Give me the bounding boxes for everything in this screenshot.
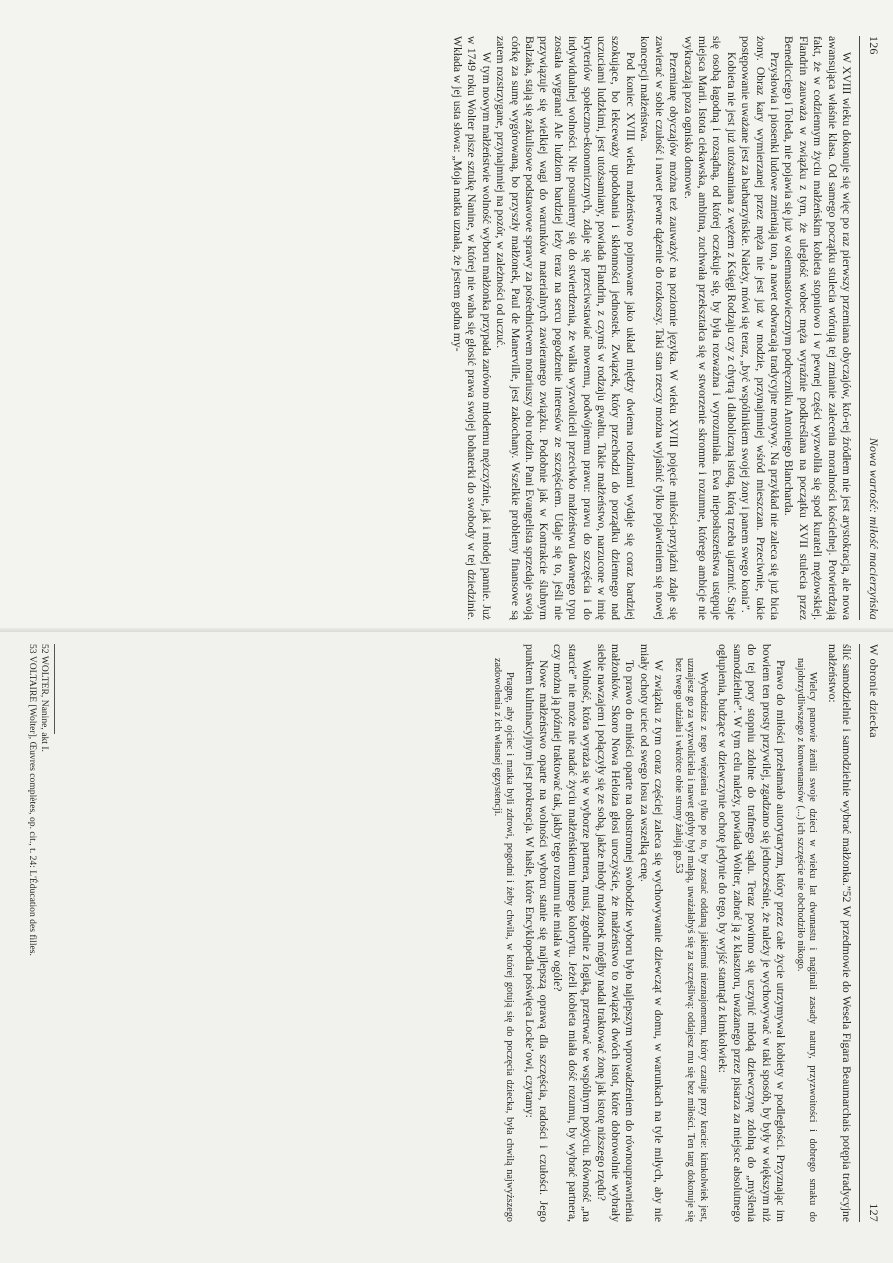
paragraph: To prawo do miłości oparte na obustronnej swobodzie wyboru było najlepszym wprowadzeniem do równouprawnienia małżonków. Skoro Nowa Heloiza głosi uroczyście, że małżeństwo to związek dwóch istot, które dobrowolnie wybrały siebie nawzajem i połączyły się ze sobą, jakże młody małżonek mógłby nadal traktować żonę jak istotę niższego rzędu?: [594, 644, 637, 1222]
footnote: 52 WOLTER, Nanine, akt I.: [39, 644, 50, 752]
block-quote: Pragnę, aby ojciec i matka byli zdrowi, pogodni i żeby chwila, w której gotują się do poczęcia dziecka, była chwilą najwyższego zadowolenia z ich własnej egzystencji.: [491, 658, 516, 1222]
right-page-number: 127: [867, 1203, 881, 1222]
footnotes: [26, 644, 50, 1222]
paragraph: Przysłowia i piosenki ludowe zmieniają ton, a nawet odwracają tradycyjne motywy. Na przykład nie zaleca się już bicia żony. Obraz kary wymierzanej przez męża nie jest już w modzie, przynajmniej wśród mieszczan. Przeciwnie, takie postępowanie uważane jest za barbarzyńskie. Należy, mówi się teraz, „być wspólnikiem swojej żony i panem swego konia”.: [739, 36, 781, 620]
left-page-number: 126: [867, 36, 881, 55]
block-quote: Wychodzisz z tego więzienia tylko po to, by zostać oddaną jakiemuś nieznajomemu, który czatuje przy kracie: kimkolwiek jest, uznajesz go za wyzwoliciela i nawet gdyby był małpą, uważałabyś się za szczęśliwą: oddajesz mu się bez miłości. Ten targ dokonuje się bez twego udziału i wkrótce obie strony żałują go.53: [672, 658, 709, 1222]
right-header-rule: [859, 644, 860, 1222]
footnote: 53 VOLTAIRE [Wolter], Œuvres complètes, op. cit., t. 24: L'Éducation des filles.: [27, 644, 38, 956]
paragraph: Prawo do miłości przełamało autorytaryzm, który przez całe życie utrzymywał kobiety w podległości. Przyznając im bowiem ten prosty przywilej, zgadzano się jednocześnie, że należy je wychowywać w taki sposób, by były w większym niż do tej pory stopniu zdolne do trafnego sądu. Teraz powinno się uczynić młodą dziewczynę zdolną do „myślenia samodzielnie”. W tym celu należy, powiada Wolter, zabrać ją z klasztoru, uważanego przez pisarza za miejsce absolutnego ogłupienia, budzące w dziewczynie ochotę jedynie do tego, by wyjść stamtąd z kimkolwiek:: [716, 644, 787, 1222]
footnote-rule: [54, 644, 55, 734]
paragraph: Pod koniec XVIII wieku małżeństwo pojmowane jako układ między dwiema rodzinami wydaje się coraz bardziej szokujące, bo lekceważy upodobania i skłonności jednostek. Związek, który przechodzi do porządku dziennego nad uczuciami ludzkimi, jest utożsamiany, powiada Flandrin, z czymś w rodzaju gwałtu. Takie małżeństwo, narzucone w imię kryteriów społeczno-ekonomicznych, zdaje się przeciwstawiać nowemu, podwójnemu prawu: prawu do szczęścia i do indywidualnej wolności. Nie posuniemy się do stwierdzenia, że walka wyzwolicieli przeciwko małżeństwu dawnego typu została wygrana! Ale ludziom bardziej leży teraz na sercu pogodzenie interesów ze szczęściem. Udaje się to, jeśli nie przywiązuje się wielkiej wagi do warunków materialnych zawieranego związku. Podobnie jak w Kontrakcie ślubnym Balzaka, stają się zakulisowe podstawowe sprawy za pośrednictwem notariuszy obu rodzin. Pani Evangelista sprzedaje swoją córkę za sumę wygórowaną, bo przyszły małżonek, Paul de Manerville, jest zakochany. Wszelkie problemy finansowe są zatem rozstrzygane, przynajmniej na pozór, w zależności od uczuć.: [494, 36, 637, 620]
left-body-text: [450, 36, 853, 620]
paragraph: W tym nowym małżeństwie wolność wyboru małżonka przypada zarówno młodemu mężczyźnie, jak i młodej pannie. Już w 1749 roku Wolter pisze sztukę Nanine, w której nie waha się głosić prawa swojej bohaterki do swobody w tej dziedzinie. Wkłada w jej usta słowa: „Moja matka uznała, że jestem godna my-: [451, 36, 493, 620]
right-page: [0, 632, 893, 1263]
right-running-title: W obronie dziecka: [867, 644, 881, 738]
paragraph: Wolność, która wyraża się w wyborze partnera, musi, zgodnie z logiką, przetrwać we wspólnym pożyciu. Równość „na starcie” nie może nie nadać życiu małżeńskiemu innego kolorytu. Jeżeli kobieta miała dość rozumu, by wybrać partnera, czy można ją później traktować tak, jakby tego rozumu nie miała w ogóle?: [551, 644, 594, 1222]
paragraph: W XVIII wieku dokonuje się więc po raz pierwszy przemiana obyczajów, któ-rej źródłem nie jest arystokracja, ale nowa awansująca właśnie klasa. Od samego początku stulecia wtórują tej zmianie zalecenia moralności kościelnej. Potwierdzają fakt, że w codziennym życiu małżeńskim kobieta stopniowo i w pewnej części wyzwoliła się spod kurateli mężowskiej. Flandrin zauważa w związku z tym, że uległość wobec męża wyraźnie podkreślana na początku XVII stulecia przez Benedicciego i Toleda, nie pojawia się już w osiemnastowiecznym podręczniku Antoniego Blancharda.: [782, 36, 853, 620]
left-running-title: Nowa wartość: miłość macierzyńska: [867, 437, 881, 620]
block-quote: Wielcy panowie żenili swoje dzieci w wieku lat dwunastu i naginali zasady natury, przyzwoitości i dobrego smaku do najobrzydliwszego z konwenansów (...) ich szczęście nie obchodziło nikogo.: [794, 658, 819, 1222]
paragraph: Przemianę obyczajów można też zauważyć na poziomie języka. W wieku XVIII pojęcie miłości-przyjaźni zdaje się zawierać w sobie czułość i nawet pewne dążenie do rozkoszy. Taki stan rzeczy można wyjaśnić tylko pojawieniem się nowej koncepcji małżeństwa.: [638, 36, 681, 620]
right-body-text: [484, 644, 853, 1222]
left-header-rule: [859, 36, 860, 620]
paragraph: W związku z tym coraz częściej zaleca się wychowywanie dziewcząt w domu, w warunkach na tyle miłych, aby nie miały ochoty uciec od swego losu za wszelką cenę.: [637, 644, 666, 1222]
paragraph: Kobieta nie jest już utożsamiana z wężem z Księgi Rodzaju czy z chytrą i diaboliczną istotą, którą trzeba ujarzmić. Staje się osobą łagodną i rozsądną, od której oczekuje się, by była rozważna i wyrozumiała. Ewa nieposłuszeństwa ustępuje miejsca Marii. Istota ciekawska, ambitna, zuchwała przekształca się w stworzenie skromne i rozumne, którego ambicje nie wykraczają poza ognisko domowe.: [681, 36, 738, 620]
paragraph: Nowe małżeństwo oparte na wolności wyboru stanie się najlepszą oprawą dla szczęścia, radości i czułości. Jego punktem kulminacyjnym jest prokreacja. W haśle, które Encyklopedia poświęca Locke’owi, czytamy:: [522, 644, 550, 1222]
paragraph: ślić samodzielnie i samodzielnie wybrać małżonka.”52 W przedmowie do Wesela Figara Beaumarchais potępia tradycyjne małżeństwo:: [825, 644, 853, 1222]
